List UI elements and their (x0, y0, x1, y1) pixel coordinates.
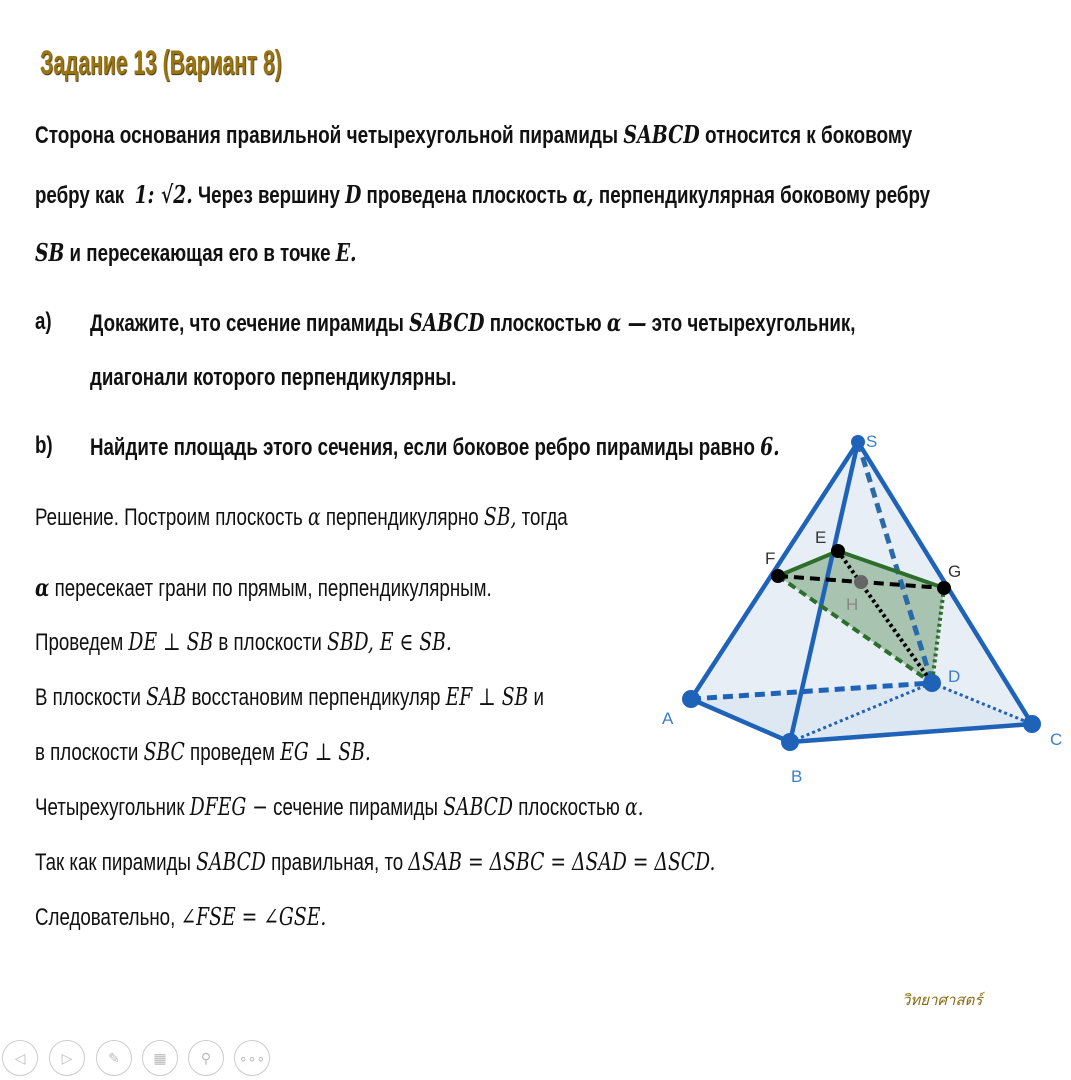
text: проведем (190, 739, 275, 766)
text: ребру как (35, 182, 125, 209)
text: Сторона основания правильной четырехугольной пирамиды (35, 122, 619, 149)
zoom-icon: ⚲ (200, 1049, 212, 1066)
text: Найдите площадь этого сечения, если боковое ребро пирамиды равно (90, 434, 755, 461)
math: α, (572, 180, 594, 209)
text: Докажите, что сечение пирамиды (90, 310, 404, 337)
text: проведена плоскость (366, 182, 568, 209)
math: DE ⊥ SB (128, 628, 214, 656)
math: SABCD (196, 848, 266, 876)
math: α — (606, 308, 647, 337)
text: тогда (521, 504, 568, 531)
math: D (345, 180, 362, 209)
more-button[interactable] (234, 1040, 270, 1076)
math: ΔSAB = ΔSBC = ΔSAD = ΔSCD. (408, 848, 716, 876)
math: SBD, E ∈ SB. (327, 628, 452, 656)
slides-icon: ▦ (153, 1049, 167, 1066)
text: в плоскости (35, 739, 139, 766)
pen-icon: ✎ (108, 1049, 120, 1066)
label-s: S (866, 432, 878, 451)
math: SABCD (623, 120, 700, 149)
math: 6. (760, 432, 780, 461)
label-e: E (815, 528, 827, 547)
slide-title: Задание 13 (Вариант 8) (40, 44, 282, 82)
math: SABCD (409, 308, 485, 337)
math: DFEG − (189, 793, 268, 821)
text: перпендикулярная боковому ребру (598, 182, 931, 209)
text: Решение. Построим плоскость (35, 504, 303, 531)
text: Проведем (35, 629, 124, 656)
label-a: A (662, 709, 674, 728)
text: пересекает грани по прямым, перпендикулярным. (54, 575, 492, 602)
text: в плоскости (218, 629, 322, 656)
math: EF ⊥ SB (445, 683, 529, 711)
slides-button[interactable] (142, 1040, 178, 1076)
part-a-label: a) (35, 308, 52, 335)
label-h: H (846, 595, 859, 614)
math: SB, (483, 503, 517, 531)
prev-icon: ◁ (14, 1049, 26, 1066)
text: и (533, 684, 544, 711)
math: SAB (146, 683, 187, 711)
math: E. (335, 238, 357, 267)
next-icon: ▷ (61, 1049, 73, 1066)
math: α (308, 503, 321, 531)
label-c: C (1050, 730, 1063, 749)
text: сечение пирамиды (273, 794, 439, 821)
text: перпендикулярно (325, 504, 479, 531)
math: EG ⊥ SB. (280, 738, 371, 766)
math: SABCD (443, 793, 514, 821)
part-a-line-2: диагонали которого перпендикулярны. (90, 364, 457, 391)
label-f: F (765, 549, 776, 568)
text: правильная, то (271, 849, 404, 876)
math: ∠FSE = ∠GSE. (180, 903, 327, 931)
label-b: B (791, 767, 803, 786)
text: Следовательно, (35, 904, 176, 931)
text: В плоскости (35, 684, 141, 711)
math: SBC (143, 738, 185, 766)
math: α (35, 573, 50, 602)
text: Так как пирамиды (35, 849, 191, 876)
watermark: วิทยาศาสตร์ (902, 991, 983, 1009)
more-icon: ∘∘∘ (238, 1049, 266, 1066)
text: Через вершину (198, 182, 340, 209)
text: Четырехугольник (35, 794, 185, 821)
text: плоскостью (489, 310, 602, 337)
math: 1: √2. (134, 180, 193, 209)
next-slide-button[interactable] (49, 1040, 85, 1076)
zoom-button[interactable] (188, 1040, 224, 1076)
label-g: G (948, 562, 962, 581)
prev-slide-button[interactable] (2, 1040, 38, 1076)
text: плоскостью (518, 794, 620, 821)
text: это четырехугольник, (651, 310, 856, 337)
math: α. (624, 793, 644, 821)
math: SB (35, 238, 65, 267)
part-b-label: b) (35, 432, 53, 459)
label-d: D (948, 667, 961, 686)
pen-button[interactable] (96, 1040, 132, 1076)
text: восстановим перпендикуляр (191, 684, 441, 711)
text: относится к боковому (704, 122, 913, 149)
text: и пересекающая его в точке (69, 240, 331, 267)
